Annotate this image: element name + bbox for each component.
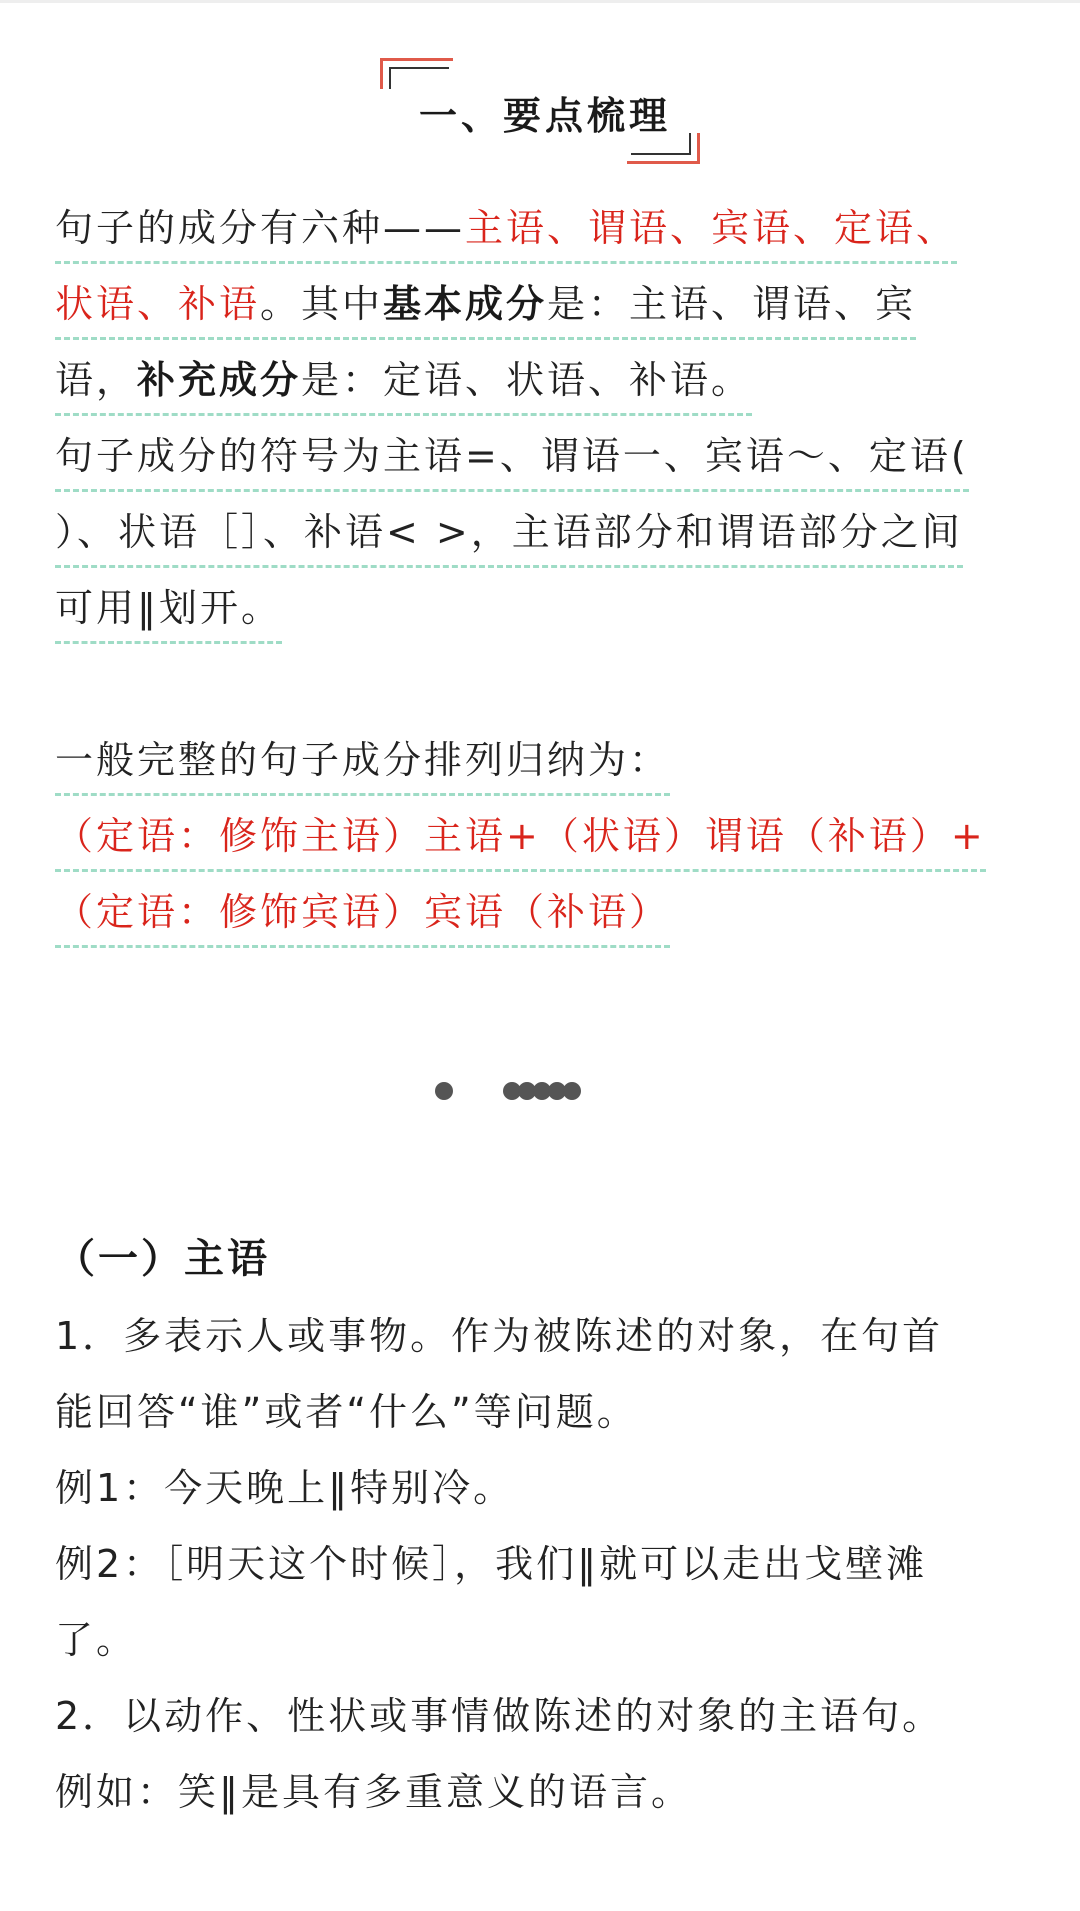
intro-text: 语， <box>55 358 138 402</box>
basic-components-label: 基本成分 <box>383 282 548 326</box>
example-2-line-2: 了。 <box>55 1618 138 1662</box>
divider-dot <box>563 1082 581 1100</box>
intro-line-2 <box>55 271 916 340</box>
intro-line-1 <box>55 195 957 264</box>
point-1-line-1: 1．多表示人或事物。作为被陈述的对象，在句首 <box>55 1314 944 1358</box>
intro-text: 是：定语、状语、补语。 <box>301 358 753 402</box>
example-3: 例如：笑‖是具有多重意义的语言。 <box>55 1770 693 1814</box>
divider-dot <box>435 1082 453 1100</box>
page-title: 一、要点梳理 <box>418 94 671 138</box>
order-paragraph <box>55 722 1025 950</box>
example-2-line-1: 例2：［明天这个时候］，我们‖就可以走出戈壁滩 <box>55 1542 928 1586</box>
symbols-line-1: 句子成分的符号为主语=、谓语一、宾语～、定语( <box>55 423 969 492</box>
intro-text: 。其中 <box>260 282 384 326</box>
intro-line-3 <box>55 347 752 416</box>
example-1: 例1：今天晚上‖特别冷。 <box>55 1466 515 1510</box>
order-line-3: （定语：修饰宾语）宾语（补语） <box>55 879 670 948</box>
section-title-box <box>380 58 700 164</box>
dot-divider <box>430 1078 650 1102</box>
order-line-2: （定语：修饰主语）主语+（状语）谓语（补语）+ <box>55 803 986 872</box>
top-divider-line <box>0 0 1080 3</box>
order-line-1: 一般完整的句子成分排列归纳为： <box>55 727 670 796</box>
intro-text: 是：主语、谓语、宾 <box>547 282 917 326</box>
intro-highlight: 主语、谓语、宾语、定语、 <box>465 206 958 250</box>
subject-section <box>55 1220 1035 1830</box>
point-1-line-2: 能回答“谁”或者“什么”等问题。 <box>55 1390 638 1434</box>
section-heading: （一）主语 <box>55 1236 270 1282</box>
symbols-paragraph <box>55 418 1025 646</box>
intro-text: 句子的成分有六种—— <box>55 206 466 250</box>
symbols-line-3: 可用‖划开。 <box>55 575 282 644</box>
intro-paragraph <box>55 190 1025 418</box>
symbols-line-2: ）、状语［］、补语< >，主语部分和谓语部分之间 <box>55 499 963 568</box>
corner-bracket-bottom-right-inner <box>631 133 691 155</box>
supplementary-components-label: 补充成分 <box>137 358 302 402</box>
intro-highlight: 状语、补语 <box>55 282 261 326</box>
point-2: 2．以动作、性状或事情做陈述的对象的主语句。 <box>55 1694 944 1738</box>
